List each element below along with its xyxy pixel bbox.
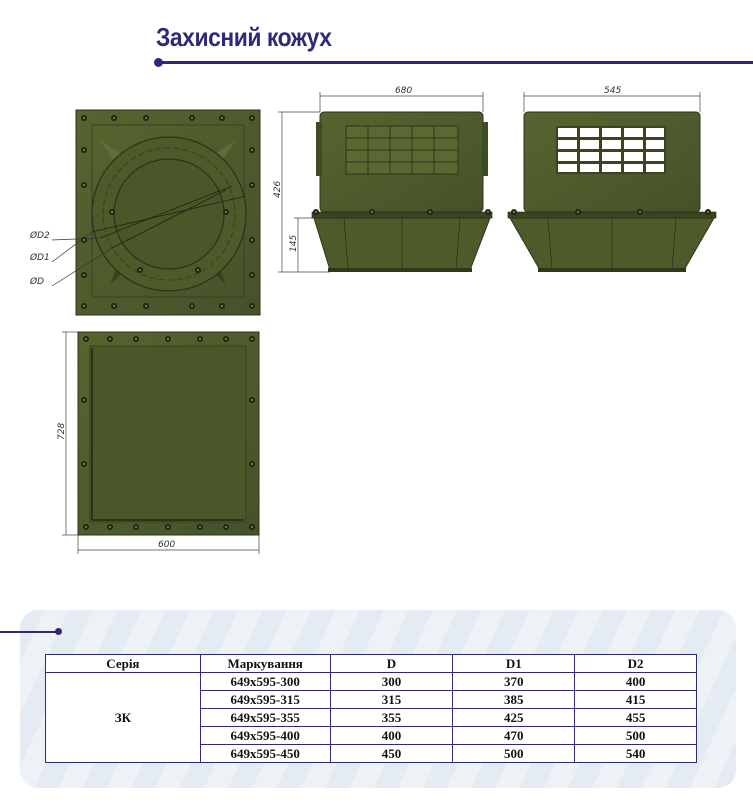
header-series: Серія <box>46 655 201 673</box>
d1-cell: 470 <box>453 727 575 745</box>
front-height-dim: 426 <box>273 180 283 198</box>
d-cell: 450 <box>330 745 453 763</box>
d2-cell: 455 <box>575 709 697 727</box>
front-base-dim: 145 <box>289 234 299 252</box>
side-width-dim: 545 <box>604 86 622 96</box>
d1-cell: 385 <box>453 691 575 709</box>
bottom-width-dim: 600 <box>158 540 176 550</box>
top-view <box>52 110 260 315</box>
marking-cell: 649x595-450 <box>200 745 330 763</box>
d2-cell: 500 <box>575 727 697 745</box>
d2-cell: 415 <box>575 691 697 709</box>
panel-rule <box>0 631 58 633</box>
marking-cell: 649x595-355 <box>200 709 330 727</box>
table-row <box>46 673 697 691</box>
d-cell: 400 <box>330 727 453 745</box>
label-d: ØD <box>30 277 45 287</box>
header-d2: D2 <box>575 655 697 673</box>
label-d2: ØD2 <box>30 231 50 241</box>
front-view <box>312 112 492 272</box>
bottom-height-dim: 728 <box>57 422 67 440</box>
d-cell: 300 <box>330 673 453 691</box>
side-view <box>508 112 716 272</box>
d2-cell: 540 <box>575 745 697 763</box>
bottom-view <box>78 332 259 535</box>
marking-cell: 649x595-400 <box>200 727 330 745</box>
spec-table <box>45 654 697 763</box>
d1-cell: 425 <box>453 709 575 727</box>
page-title: Захисний кожух <box>156 22 332 52</box>
front-width-dim: 680 <box>395 86 413 96</box>
panel-bullet <box>55 628 62 635</box>
marking-cell: 649x595-315 <box>200 691 330 709</box>
d-cell: 315 <box>330 691 453 709</box>
marking-cell: 649x595-300 <box>200 673 330 691</box>
label-d1: ØD1 <box>30 253 50 263</box>
header-marking: Маркування <box>200 655 330 673</box>
header-d: D <box>330 655 453 673</box>
header-d1: D1 <box>453 655 575 673</box>
d-cell: 355 <box>330 709 453 727</box>
series-cell: ЗК <box>46 673 201 763</box>
table-header-row <box>46 655 697 673</box>
d1-cell: 370 <box>453 673 575 691</box>
d1-cell: 500 <box>453 745 575 763</box>
d2-cell: 400 <box>575 673 697 691</box>
